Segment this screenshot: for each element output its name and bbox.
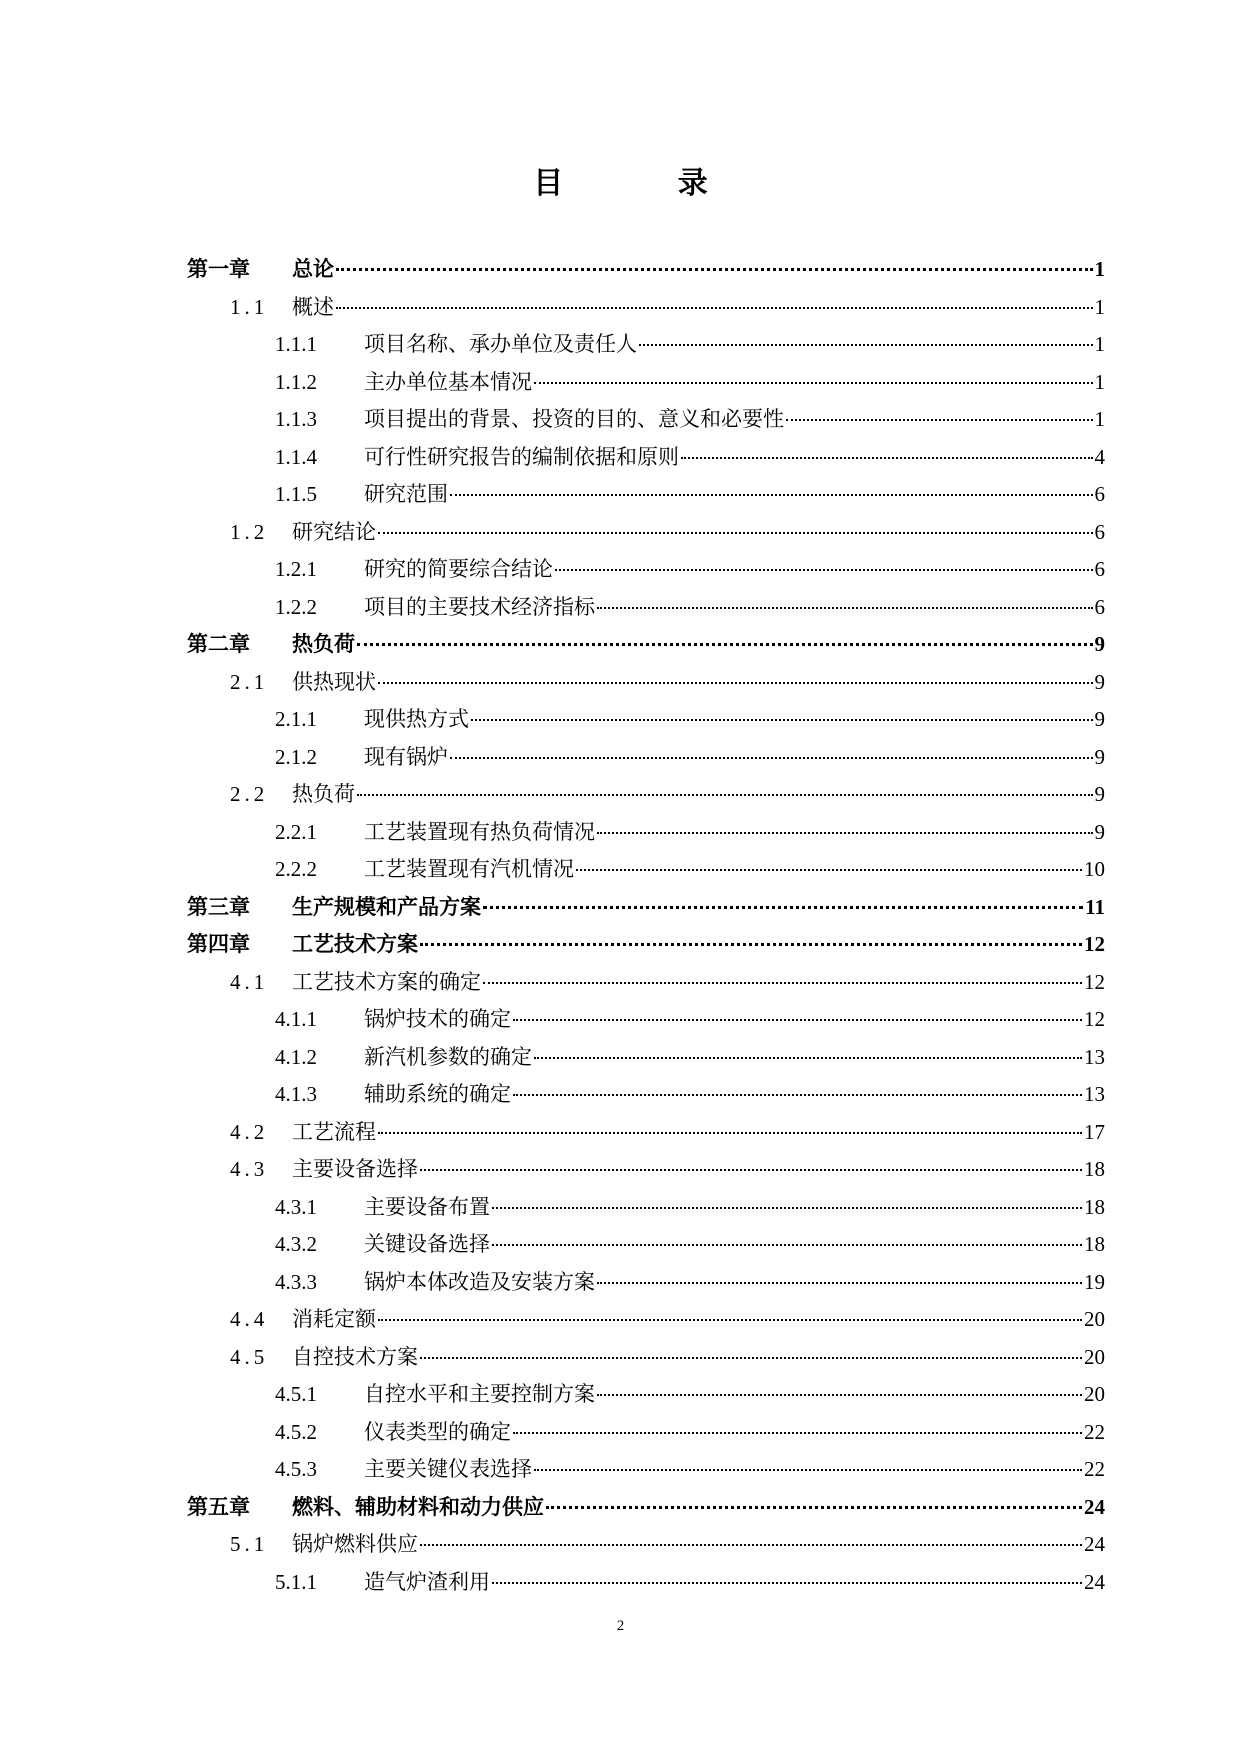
toc-entry[interactable] <box>187 553 1105 591</box>
toc-entry-number: 2.2 <box>230 782 269 806</box>
toc-dot-leader <box>420 943 1082 946</box>
toc-dot-leader <box>492 1582 1082 1584</box>
toc-entry-page: 20 <box>1084 1382 1105 1406</box>
toc-entry-page: 1 <box>1094 369 1105 394</box>
toc-entry[interactable] <box>187 1228 1105 1266</box>
toc-entry-number: 2.1.2 <box>275 744 317 769</box>
toc-entry[interactable] <box>187 291 1105 329</box>
toc-entry[interactable] <box>187 441 1105 479</box>
toc-entry-title: 现供热方式 <box>364 707 469 731</box>
toc-entry-title: 热负荷 <box>292 631 355 656</box>
toc-entry-number: 4.3.3 <box>275 1269 317 1294</box>
toc-entry-title: 工艺技术方案 <box>292 931 418 956</box>
toc-entry-number: 2.1 <box>230 669 269 694</box>
toc-entry-page: 22 <box>1084 1457 1105 1481</box>
toc-entry[interactable] <box>187 1003 1105 1041</box>
toc-entry-number: 4.3.1 <box>275 1194 317 1219</box>
toc-entry-number: 4.1 <box>230 969 269 994</box>
toc-entry-page: 24 <box>1084 1532 1105 1556</box>
toc-entry[interactable] <box>187 1303 1105 1341</box>
toc-entry[interactable] <box>187 366 1105 404</box>
toc-entry-title: 项目提出的背景、投资的目的、意义和必要性 <box>364 407 784 431</box>
toc-entry-title: 新汽机参数的确定 <box>364 1044 532 1069</box>
toc-entry-number: 1.2 <box>230 519 269 544</box>
toc-dot-leader <box>639 344 1093 346</box>
toc-dot-leader <box>534 1469 1082 1471</box>
toc-entry-number: 1.1.2 <box>275 369 317 394</box>
toc-entry-title: 概述 <box>292 294 334 319</box>
toc-entry-number: 5.1.1 <box>275 1569 317 1594</box>
toc-dot-leader <box>492 1244 1082 1246</box>
toc-entry-page: 20 <box>1084 1307 1105 1331</box>
toc-dot-leader <box>681 457 1093 459</box>
toc-entry-page: 18 <box>1084 1157 1105 1181</box>
toc-entry-title: 工艺技术方案的确定 <box>292 969 481 994</box>
toc-entry-page: 6 <box>1094 594 1105 619</box>
toc-dot-leader <box>450 757 1093 759</box>
toc-entry[interactable] <box>187 1341 1105 1379</box>
toc-entry-number: 1.2.2 <box>275 594 317 619</box>
toc-entry[interactable] <box>187 1453 1105 1491</box>
toc-dot-leader <box>420 1357 1082 1359</box>
toc-dot-leader <box>534 382 1093 384</box>
toc-entry-number: 4.1.1 <box>275 1007 317 1031</box>
toc-entry-number: 第一章 <box>187 256 250 281</box>
toc-dot-leader <box>336 307 1093 309</box>
toc-entry-page: 1 <box>1094 407 1105 431</box>
toc-entry-page: 18 <box>1084 1194 1105 1219</box>
toc-entry-number: 1.1.5 <box>275 482 317 506</box>
toc-entry[interactable] <box>187 1041 1105 1079</box>
toc-dot-leader <box>378 532 1093 534</box>
toc-entry[interactable] <box>187 741 1105 779</box>
toc-entry-title: 仪表类型的确定 <box>364 1419 511 1444</box>
toc-entry[interactable] <box>187 891 1105 929</box>
toc-dot-leader <box>483 982 1082 984</box>
toc-entry-title: 主要关键仪表选择 <box>364 1457 532 1481</box>
toc-entry-page: 12 <box>1084 969 1105 994</box>
toc-entry[interactable] <box>187 1528 1105 1566</box>
toc-entry-number: 4.5 <box>230 1344 269 1369</box>
toc-entry-title: 主办单位基本情况 <box>364 369 532 394</box>
toc-dot-leader <box>597 1394 1082 1396</box>
toc-dot-leader <box>786 419 1093 421</box>
toc-entry-number: 第五章 <box>187 1493 250 1519</box>
toc-entry-number: 4.3.2 <box>275 1232 317 1256</box>
toc-entry-number: 4.2 <box>230 1119 269 1144</box>
toc-entry-page: 6 <box>1094 482 1105 506</box>
toc-dot-leader <box>513 1019 1082 1021</box>
toc-entry[interactable] <box>187 1566 1105 1604</box>
toc-entry-page: 13 <box>1084 1044 1105 1069</box>
toc-entry-number: 4.1.2 <box>275 1044 317 1069</box>
toc-entry[interactable] <box>187 403 1105 441</box>
toc-entry-number: 1.2.1 <box>275 557 317 581</box>
toc-entry-page: 1 <box>1094 332 1105 356</box>
toc-entry-page: 18 <box>1084 1232 1105 1256</box>
toc-entry-number: 1.1 <box>230 294 269 319</box>
toc-entry[interactable] <box>187 1153 1105 1191</box>
toc-entry-title: 工艺装置现有热负荷情况 <box>364 819 595 844</box>
toc-entry-page: 1 <box>1094 294 1105 319</box>
toc-entry-title: 造气炉渣利用 <box>364 1569 490 1594</box>
toc-entry[interactable] <box>187 1416 1105 1454</box>
toc-dot-leader <box>597 1282 1082 1284</box>
toc-entry[interactable] <box>187 966 1105 1004</box>
toc-entry-page: 10 <box>1084 857 1105 881</box>
toc-entry-number: 4.3 <box>230 1157 269 1181</box>
toc-entry-page: 11 <box>1085 894 1105 919</box>
toc-entry-title: 研究范围 <box>364 482 448 506</box>
toc-entry-title: 锅炉燃料供应 <box>292 1532 418 1556</box>
toc-entry-title: 现有锅炉 <box>364 744 448 769</box>
toc-entry[interactable] <box>187 1491 1105 1529</box>
toc-dot-leader <box>534 1057 1082 1059</box>
toc-entry-page: 6 <box>1094 519 1105 544</box>
toc-entry-title: 自控水平和主要控制方案 <box>364 1382 595 1406</box>
toc-entry-title: 工艺流程 <box>292 1119 376 1144</box>
toc-entry-page: 24 <box>1084 1494 1105 1519</box>
toc-entry-page: 9 <box>1094 632 1105 656</box>
toc-entry-number: 5.1 <box>230 1532 269 1556</box>
toc-entry-title: 研究的简要综合结论 <box>364 557 553 581</box>
toc-entry-title: 工艺装置现有汽机情况 <box>364 857 574 881</box>
toc-entry-number: 2.2.1 <box>275 819 317 844</box>
toc-entry-title: 燃料、辅助材料和动力供应 <box>292 1493 544 1519</box>
page-title: 目 录 <box>533 166 760 201</box>
toc-entry-page: 9 <box>1094 707 1105 731</box>
toc-entry-page: 1 <box>1094 257 1105 281</box>
toc-entry-number: 第二章 <box>187 631 250 656</box>
toc-entry-page: 9 <box>1094 744 1105 769</box>
toc-entry-title: 可行性研究报告的编制依据和原则 <box>364 444 679 469</box>
toc-entry-page: 9 <box>1094 669 1105 694</box>
toc-entry-number: 4.5.2 <box>275 1419 317 1444</box>
toc-entry-number: 4.5.3 <box>275 1457 317 1481</box>
toc-entry[interactable] <box>187 816 1105 854</box>
toc-entry-page: 20 <box>1084 1344 1105 1369</box>
toc-entry[interactable] <box>187 1378 1105 1416</box>
toc-entry-number: 1.1.1 <box>275 332 317 356</box>
toc-entry-title: 消耗定额 <box>292 1307 376 1331</box>
toc-entry-title: 锅炉技术的确定 <box>364 1007 511 1031</box>
toc-entry-page: 22 <box>1084 1419 1105 1444</box>
table-of-contents <box>187 253 1105 1603</box>
toc-dot-leader <box>513 1432 1082 1434</box>
toc-entry-title: 总论 <box>292 256 334 281</box>
toc-dot-leader <box>357 643 1093 646</box>
toc-entry-page: 12 <box>1084 932 1105 956</box>
toc-dot-leader <box>336 268 1093 271</box>
toc-dot-leader <box>492 1207 1082 1209</box>
toc-entry-title: 辅助系统的确定 <box>364 1082 511 1106</box>
toc-entry-title: 项目的主要技术经济指标 <box>364 594 595 619</box>
toc-dot-leader <box>420 1169 1082 1171</box>
toc-dot-leader <box>576 869 1082 871</box>
toc-dot-leader <box>513 1094 1082 1096</box>
toc-dot-leader <box>450 494 1093 496</box>
toc-entry[interactable] <box>187 853 1105 891</box>
toc-dot-leader <box>597 832 1093 834</box>
toc-dot-leader <box>483 906 1083 909</box>
toc-entry-page: 12 <box>1084 1007 1105 1031</box>
toc-entry-page: 13 <box>1084 1082 1105 1106</box>
toc-dot-leader <box>546 1506 1082 1509</box>
toc-entry-title: 锅炉本体改造及安装方案 <box>364 1269 595 1294</box>
toc-entry-number: 1.1.4 <box>275 444 317 469</box>
toc-entry-number: 2.2.2 <box>275 857 317 881</box>
toc-entry-title: 项目名称、承办单位及责任人 <box>364 332 637 356</box>
toc-entry-number: 4.4 <box>230 1307 269 1331</box>
toc-dot-leader <box>555 569 1093 571</box>
toc-entry-number: 4.1.3 <box>275 1082 317 1106</box>
toc-entry-title: 主要设备选择 <box>292 1157 418 1181</box>
toc-entry-title: 供热现状 <box>292 669 376 694</box>
toc-dot-leader <box>597 607 1093 609</box>
toc-entry-title: 热负荷 <box>292 782 355 806</box>
toc-entry[interactable] <box>187 1116 1105 1154</box>
toc-entry-number: 2.1.1 <box>275 707 317 731</box>
toc-entry-page: 19 <box>1084 1269 1105 1294</box>
toc-entry-page: 9 <box>1094 819 1105 844</box>
toc-entry-number: 1.1.3 <box>275 407 317 431</box>
toc-entry[interactable] <box>187 1078 1105 1116</box>
toc-entry[interactable] <box>187 253 1105 291</box>
toc-entry-number: 第四章 <box>187 931 250 956</box>
toc-entry-title: 自控技术方案 <box>292 1344 418 1369</box>
toc-dot-leader <box>420 1544 1082 1546</box>
toc-entry[interactable] <box>187 591 1105 629</box>
toc-entry-title: 研究结论 <box>292 519 376 544</box>
toc-entry-page: 17 <box>1084 1119 1105 1144</box>
page-number: 2 <box>616 1618 625 1634</box>
toc-dot-leader <box>378 1132 1082 1134</box>
toc-entry[interactable] <box>187 703 1105 741</box>
toc-entry[interactable] <box>187 1191 1105 1229</box>
toc-dot-leader <box>471 719 1093 721</box>
toc-dot-leader <box>378 682 1093 684</box>
toc-entry[interactable] <box>187 1266 1105 1304</box>
toc-entry-number: 第三章 <box>187 893 250 919</box>
toc-entry-title: 主要设备布置 <box>364 1194 490 1219</box>
toc-entry[interactable] <box>187 666 1105 704</box>
toc-entry[interactable] <box>187 628 1105 666</box>
toc-entry-title: 生产规模和产品方案 <box>292 893 481 919</box>
toc-entry-page: 6 <box>1094 557 1105 581</box>
toc-entry[interactable] <box>187 928 1105 966</box>
toc-entry[interactable] <box>187 328 1105 366</box>
toc-entry-title: 关键设备选择 <box>364 1232 490 1256</box>
toc-entry[interactable] <box>187 516 1105 554</box>
toc-entry[interactable] <box>187 778 1105 816</box>
toc-dot-leader <box>357 794 1093 796</box>
toc-entry-page: 4 <box>1094 444 1105 469</box>
toc-dot-leader <box>378 1319 1082 1321</box>
toc-entry[interactable] <box>187 478 1105 516</box>
toc-entry-page: 24 <box>1084 1569 1105 1594</box>
toc-entry-number: 4.5.1 <box>275 1382 317 1406</box>
toc-entry-page: 9 <box>1094 782 1105 806</box>
